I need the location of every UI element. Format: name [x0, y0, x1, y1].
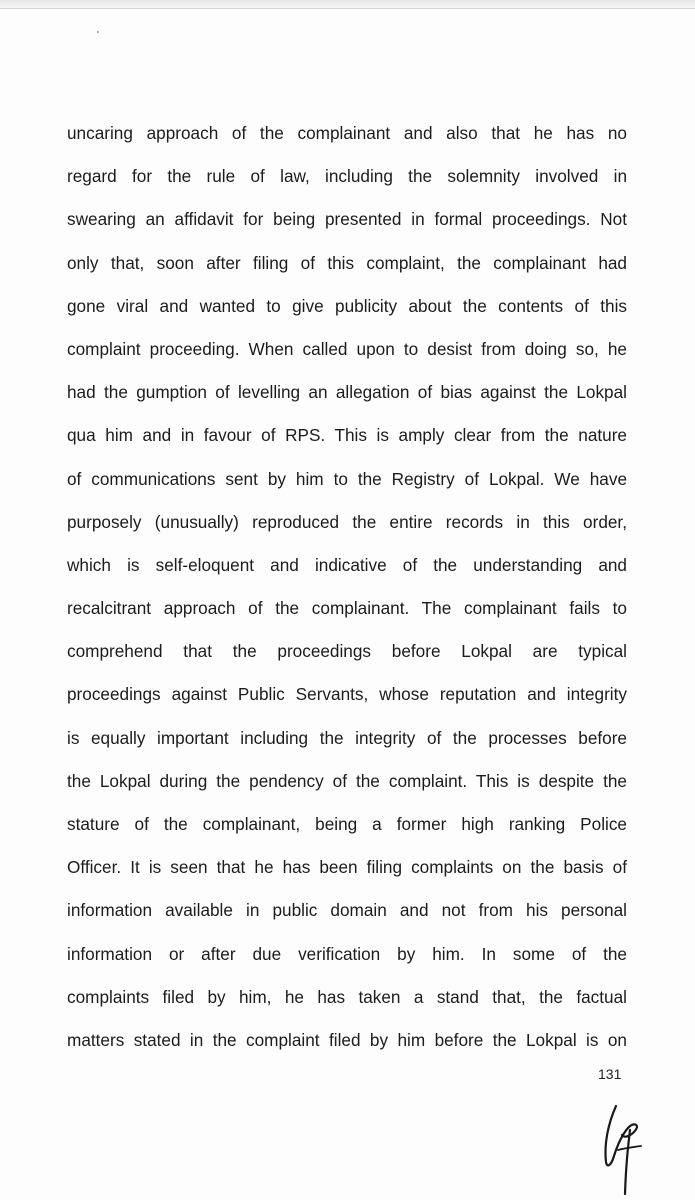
text-line: recalcitrant approach of the complainant. The complainant fails to	[67, 598, 627, 619]
scan-top-edge	[0, 0, 695, 9]
text-line: the Lokpal during the pendency of the complaint. This is despite the	[67, 770, 627, 791]
text-line: information available in public domain and not from his personal	[67, 900, 627, 921]
scan-speck	[97, 31, 99, 33]
text-line: purposely (unusually) reproduced the entire records in this order,	[67, 511, 627, 532]
text-line: only that, soon after filing of this complaint, the complainant had	[67, 252, 627, 273]
text-line: information or after due verification by him. In some of the	[67, 943, 627, 964]
text-line: swearing an affidavit for being presented in formal proceedings. Not	[67, 209, 627, 230]
text-line: stature of the complainant, being a former high ranking Police	[67, 814, 627, 834]
text-line: Officer. It is seen that he has been filing complaints on the basis of	[67, 857, 627, 878]
text-line: complaint proceeding. When called upon to desist from doing so, he	[67, 338, 627, 359]
text-line: uncaring approach of the complainant and also that he has no	[67, 123, 627, 143]
text-line: of communications sent by him to the Registry of Lokpal. We have	[67, 468, 627, 489]
text-line: complaints filed by him, he has taken a stand that, the factual	[67, 986, 627, 1007]
document-page	[0, 9, 695, 1200]
text-line: regard for the rule of law, including the solemnity involved in	[67, 166, 627, 187]
text-line: comprehend that the proceedings before Lokpal are typical	[67, 641, 627, 662]
text-line: had the gumption of levelling an allegation of bias against the Lokpal	[67, 382, 627, 403]
text-line: qua him and in favour of RPS. This is amply clear from the nature	[67, 425, 627, 446]
handwritten-signature-icon	[596, 1102, 646, 1197]
text-line: proceedings against Public Servants, whose reputation and integrity	[67, 684, 627, 705]
text-line: gone viral and wanted to give publicity about the contents of this	[67, 295, 627, 316]
text-line: which is self-eloquent and indicative of the understanding and	[67, 554, 627, 575]
page-number: 131	[598, 1066, 622, 1082]
text-line: matters stated in the complaint filed by him before the Lokpal is on	[67, 1029, 627, 1050]
text-line: is equally important including the integrity of the processes before	[67, 727, 627, 748]
body-text	[67, 112, 627, 1062]
